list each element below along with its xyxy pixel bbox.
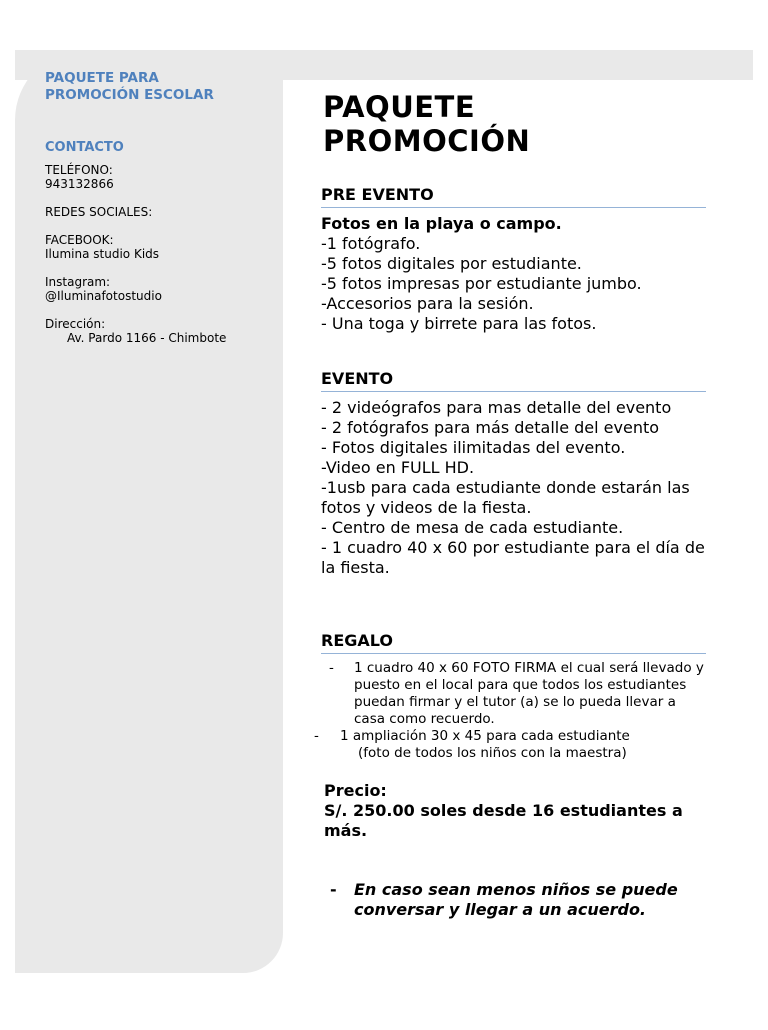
list-item: -1usb para cada estudiante donde estarán las fotos y videos de la fiesta. (321, 478, 690, 517)
list-item: - 1 cuadro 40 x 60 por estudiante para el día de la fiesta. (321, 538, 705, 577)
list-item: - Fotos digitales ilimitadas del evento. (321, 438, 626, 457)
phone-value: 943132866 (45, 177, 114, 191)
page-title-line1: PAQUETE (323, 90, 476, 124)
instagram-value: @Iluminafotostudio (45, 289, 162, 303)
list-item: -5 fotos impresas por estudiante jumbo. (321, 274, 642, 293)
phone-label: TELÉFONO: (45, 163, 113, 177)
gift-item-text: 1 ampliación 30 x 45 para cada estudiante (340, 728, 630, 744)
page-title (323, 90, 530, 158)
gift-item-subtext: (foto de todos los niños con la maestra) (358, 745, 627, 761)
address-value: Av. Pardo 1166 - Chimbote (67, 331, 227, 345)
list-item: -Video en FULL HD. (321, 458, 475, 477)
sidebar-title (45, 70, 275, 104)
event-section (321, 369, 706, 578)
address-label: Dirección: (45, 317, 106, 331)
event-heading: EVENTO (321, 369, 706, 392)
pre-event-section (321, 185, 706, 334)
note-text: En caso sean menos niños se puede conversar y llegar a un acuerdo. (354, 880, 678, 919)
price-label: Precio: (324, 781, 387, 800)
list-item: - Centro de mesa de cada estudiante. (321, 518, 624, 537)
facebook-value: Ilumina studio Kids (45, 247, 160, 261)
instagram-label: Instagram: (45, 275, 111, 289)
list-item: -Accesorios para la sesión. (321, 294, 534, 313)
facebook-label: FACEBOOK: (45, 233, 114, 247)
pre-event-heading: PRE EVENTO (321, 185, 706, 208)
page-title-line2: PROMOCIÓN (323, 124, 531, 158)
contact-info (45, 163, 280, 359)
gift-item (321, 660, 706, 728)
social-label: REDES SOCIALES: (45, 205, 153, 219)
note-block (330, 880, 680, 920)
sidebar-title-line2: PROMOCIÓN ESCOLAR (45, 87, 214, 103)
contact-heading: CONTACTO (45, 140, 124, 155)
list-dash: - (329, 660, 334, 676)
sidebar-title-line1: PAQUETE PARA (45, 70, 159, 86)
list-item: - Una toga y birrete para las fotos. (321, 314, 597, 333)
list-dash: - (314, 728, 319, 744)
gift-heading: REGALO (321, 631, 706, 654)
list-dash: - (330, 880, 337, 899)
list-item: -1 fotógrafo. (321, 234, 421, 253)
list-item: - 2 fotógrafos para más detalle del evento (321, 418, 660, 437)
gift-item (314, 728, 706, 762)
list-item: - 2 videógrafos para mas detalle del evento (321, 398, 672, 417)
pre-event-lead: Fotos en la playa o campo. (321, 214, 562, 233)
list-item: -5 fotos digitales por estudiante. (321, 254, 582, 273)
gift-section (314, 631, 706, 762)
price-value: S/. 250.00 soles desde 16 estudiantes a más. (324, 801, 683, 840)
price-block (324, 781, 684, 841)
gift-item-text: 1 cuadro 40 x 60 FOTO FIRMA el cual será llevado y puesto en el local para que todos los estudiantes puedan firmar y el tutor (a) se lo pueda llevar a casa como recuerdo. (354, 660, 704, 727)
